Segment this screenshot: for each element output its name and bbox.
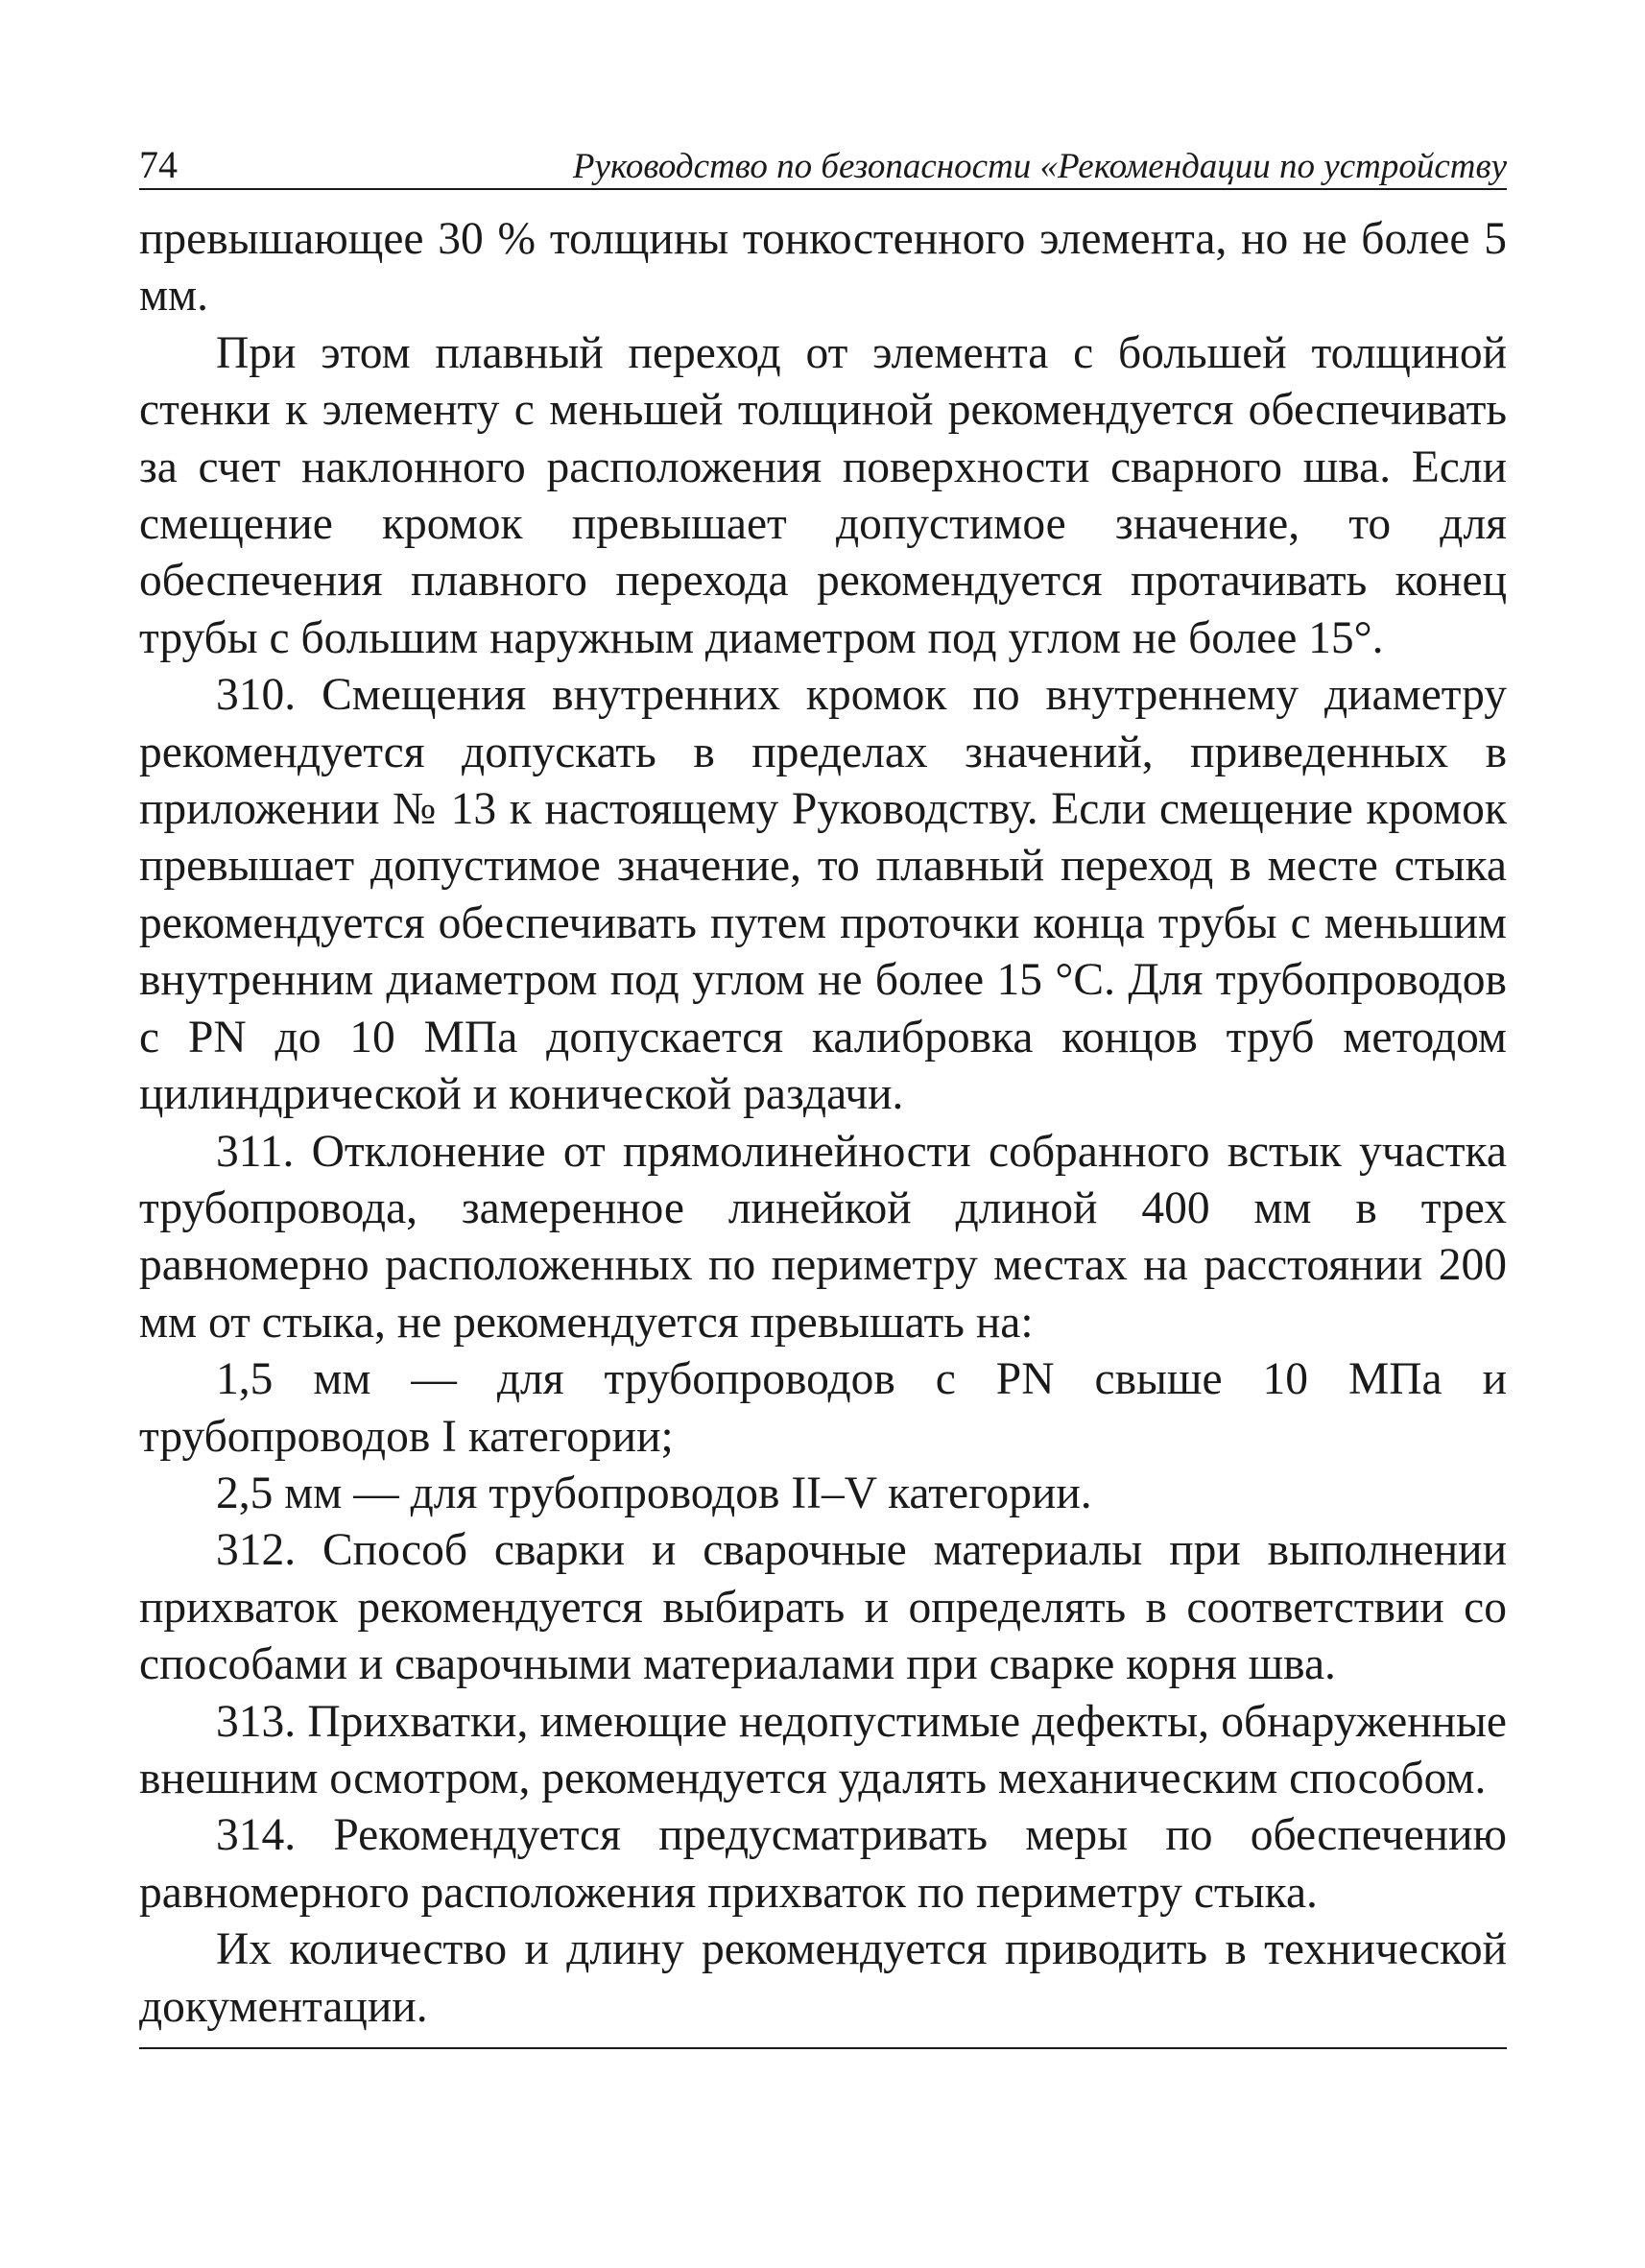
paragraph-314-note: Их количество и длину рекомендуется приводить в технической документации. <box>139 1924 1507 2032</box>
paragraph-313: 313. Прихватки, имеющие недопустимые дефекты, обнаруженные внешним осмотром, рекомендуется удалять механическим способом. <box>139 1696 1507 1803</box>
paragraph-transition: При этом плавный переход от элемента с большей толщиной стенки к элементу с меньшей толщиной рекомендуется обеспечивать за счет наклонного расположения поверхности сварного шва. Если смещение кромок превышает допустимое значение, то для обеспечения плавного перехода рекомендуется протачивать конец трубы с большим наружным диаметром под углом не более 15°. <box>139 327 1507 663</box>
end-rule <box>139 2047 1507 2049</box>
paragraph-312: 312. Способ сварки и сварочные материалы при выполнении прихваток рекомендуется выбирать и определять в соответствии со способами и сварочными материалами при сварке корня шва. <box>139 1525 1507 1690</box>
paragraph-311: 311. Отклонение от прямолинейности собранного встык участка трубопровода, замеренное линейкой длиной 400 мм в трех равномерно расположенных по периметру местах на расстоянии 200 мм от стыка, не рекомендуется превышать на: <box>139 1126 1507 1348</box>
paragraph-310: 310. Смещения внутренних кромок по внутреннему диаметру рекомендуется допускать в пределах значений, приведенных в приложении № 13 к настоящему Руководству. Если смещение кромок превышает допустимое значение, то плавный переход в месте стыка рекомендуется обеспечивать путем проточки конца трубы с меньшим внутренним диаметром под углом не более 15 °С. Для трубопроводов с PN до 10 МПа допускается калибровка концов труб методом цилиндрической и конической раздачи. <box>139 670 1507 1120</box>
paragraph-continuation: превышающее 30 % толщины тонкостенного элемента, но не более 5 мм. <box>139 214 1507 322</box>
body-text <box>139 211 1507 2036</box>
paragraph-311-item-1: 1,5 мм — для трубопроводов с PN свыше 10 МПа и трубопроводов I категории; <box>139 1354 1507 1462</box>
paragraph-314: 314. Рекомендуется предусматривать меры по обеспечению равномерного расположения прихваток по периметру стыка. <box>139 1810 1507 1918</box>
running-head <box>139 134 1507 190</box>
running-title: Руководство по безопасности «Рекомендации по устройству <box>572 147 1507 186</box>
paragraph-311-item-2: 2,5 мм — для трубопроводов II–V категории. <box>216 1468 1092 1518</box>
page-number: 74 <box>139 143 178 186</box>
document-page <box>139 134 1507 2049</box>
